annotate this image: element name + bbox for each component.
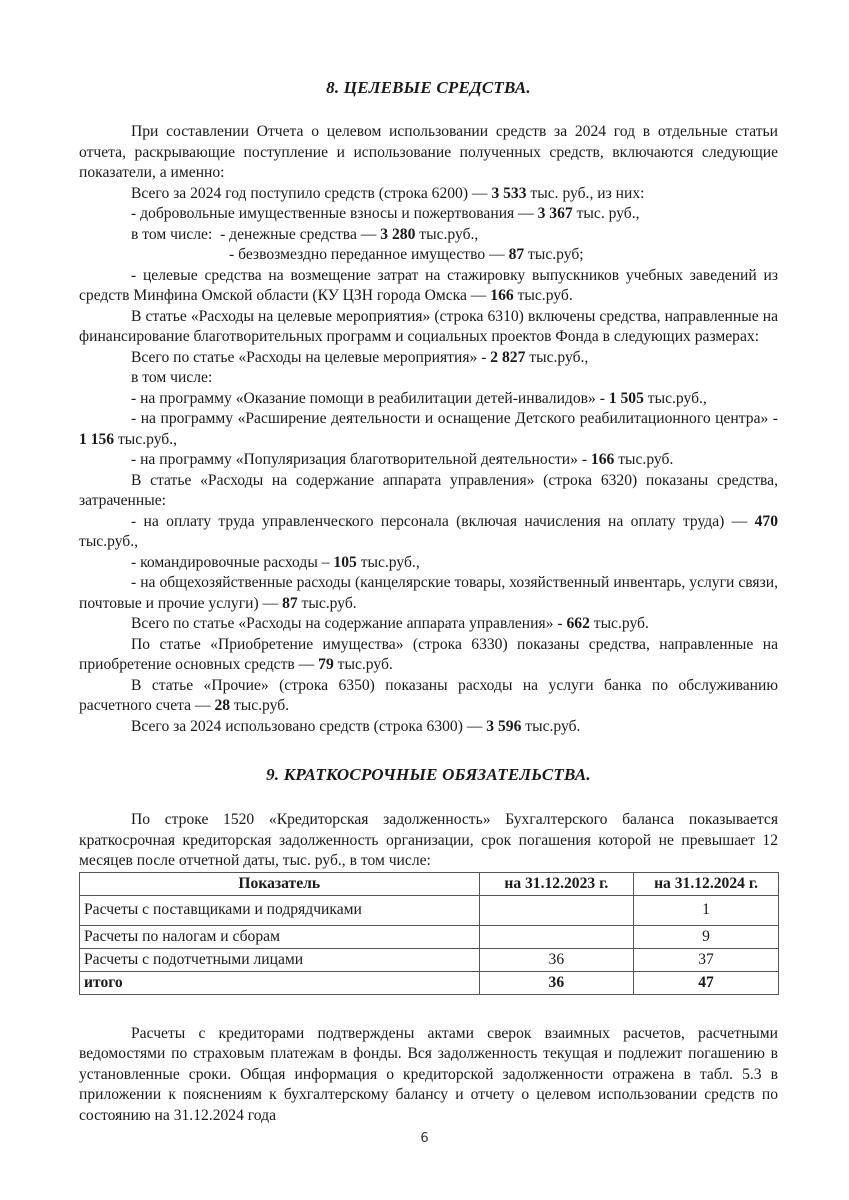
table-row <box>80 895 779 925</box>
section-8-title: 8. ЦЕЛЕВЫЕ СРЕДСТВА. <box>326 78 531 97</box>
assets-line: По статье «Приобретение имущества» (строка 6330) показаны средства, направленные на приобретение основных средств — 79 тыс.руб. <box>79 635 778 673</box>
row-label: Расчеты по налогам и сборам <box>80 925 480 948</box>
table-header-row <box>80 872 779 895</box>
received-line: Всего за 2024 год поступило средств (строка 6200) — 3 533 тыс. руб., из них: <box>131 184 645 202</box>
program-2-line: - на программу «Расширение деятельности и оснащение Детского реабилитационного центра» - 1 156 тыс.руб., <box>79 410 778 448</box>
salary-line: - на оплату труда управленческого персонала (включая начисления на оплату труда) — 470 тыс.руб., <box>79 512 778 550</box>
page-number: 6 <box>420 1131 429 1146</box>
program-1-line: - на программу «Оказание помощи в реабилитации детей-инвалидов» - 1 505 тыс.руб., <box>131 389 707 407</box>
table-total-row <box>80 971 779 994</box>
section-9-title: 9. КРАТКОСРОЧНЫЕ ОБЯЗАТЕЛЬСТВА. <box>266 765 591 784</box>
used-total-line: Всего за 2024 использовано средств (строка 6300) — 3 596 тыс.руб. <box>131 717 581 735</box>
table-row <box>80 948 779 971</box>
header-indicator: Показатель <box>80 872 480 895</box>
total-2024: 47 <box>634 971 779 994</box>
total-label: итого <box>80 971 480 994</box>
admin-total-line: Всего по статье «Расходы на содержание аппарата управления» - 662 тыс.руб. <box>131 615 649 632</box>
section-9-closing: Расчеты с кредиторами подтверждены актами сверок взаимных расчетов, расчетными ведомостями по страховым платежам в фонды. Вся задолженность текущая и подлежит погашению в установленные сроки. Общая информация о кредиторской задолженности отражена в табл. 5.3 в приложении к пояснениям к бухгалтерскому балансу и отчету о целевом использовании средств по состоянию на 31.12.2024 года <box>79 1024 778 1124</box>
row-value-2024: 37 <box>634 948 779 971</box>
table-row <box>80 925 779 948</box>
liabilities-table <box>79 872 779 995</box>
property-line: - безвозмездно переданное имущество — 87 тыс.руб; <box>229 246 584 263</box>
admin-intro: В статье «Расходы на содержание аппарата управления» (строка 6320) показаны средства, затраченные: <box>79 471 778 509</box>
document-page <box>79 78 778 1126</box>
other-line: В статье «Прочие» (строка 6350) показаны расходы на услуги банка по обслуживанию расчетного счета — 28 тыс.руб. <box>79 676 778 714</box>
including-label: в том числе: <box>131 369 213 386</box>
row-label: Расчеты с поставщиками и подрядчиками <box>80 895 480 925</box>
header-2024: на 31.12.2024 г. <box>634 872 779 895</box>
program-3-line: - на программу «Популяризация благотворительной деятельности» - 166 тыс.руб. <box>131 451 674 468</box>
row-value-2024: 1 <box>634 895 779 925</box>
header-2023: на 31.12.2023 г. <box>479 872 634 895</box>
section-9-intro: По строке 1520 «Кредиторская задолженность» Бухгалтерского баланса показывается краткосрочная кредиторская задолженность организации, срок погашения которой не превышает 12 месяцев после отчетной даты, тыс. руб., в том числе: <box>79 811 778 869</box>
cash-line: в том числе: - денежные средства — 3 280 тыс.руб., <box>131 225 479 243</box>
row-value-2024: 9 <box>634 925 779 948</box>
events-total-line: Всего по статье «Расходы на целевые мероприятия» - 2 827 тыс.руб., <box>131 348 589 366</box>
events-intro: В статье «Расходы на целевые мероприятия» (строка 6310) включены средства, направленные на финансирование благотворительных программ и социальных проектов Фонда в следующих размерах: <box>79 307 778 345</box>
section-8-intro: При составлении Отчета о целевом использовании средств за 2024 год в отдельные статьи отчета, раскрывающие поступление и использование полученных средств, включаются следующие показатели, а именно: <box>79 123 778 181</box>
grant-line: - целевые средства на возмещение затрат на стажировку выпускников учебных заведений из средств Минфина Омской области (КУ ЦЗН города Омска — 166 тыс.руб. <box>79 266 778 304</box>
row-value-2023 <box>479 925 634 948</box>
row-value-2023: 36 <box>479 948 634 971</box>
general-expenses-line: - на общехозяйственные расходы (канцелярские товары, хозяйственный инвентарь, услуги связи, почтовые и прочие услуги) — 87 тыс.руб. <box>79 574 778 612</box>
donations-line: - добровольные имущественные взносы и пожертвования — 3 367 тыс. руб., <box>131 205 640 222</box>
travel-line: - командировочные расходы – 105 тыс.руб., <box>131 553 420 571</box>
row-value-2023 <box>479 895 634 925</box>
row-label: Расчеты с подотчетными лицами <box>80 948 480 971</box>
total-2023: 36 <box>479 971 634 994</box>
